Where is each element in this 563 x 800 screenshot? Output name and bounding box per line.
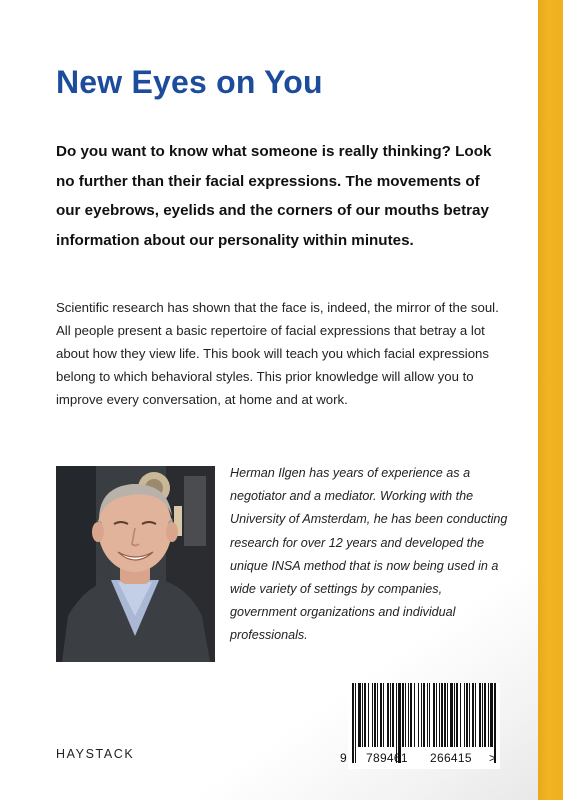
isbn-first-digit: 9	[340, 751, 347, 765]
author-bio: Herman Ilgen has years of experience as a negotiator and a mediator. Working with the University of Amsterdam, he has been conducting research for over 12 years and developed the unique INSA method that is now being used in a wide variety of settings by companies, government organizations and individual professionals.	[230, 466, 508, 643]
lead-paragraph: Do you want to know what someone is really thinking? Look no further than their facial expressions. The movements of our eyebrows, eyelids and the corners of our mouths betray information about our personality within minutes.	[56, 143, 492, 249]
spine-stripe	[538, 0, 563, 800]
isbn-marker: >	[489, 751, 497, 765]
isbn-left-group: 789461	[366, 751, 408, 765]
author-photo	[56, 466, 215, 662]
publisher-logo: HAYSTACK	[56, 747, 135, 761]
book-title: New Eyes on You	[56, 64, 323, 100]
isbn-right-group: 266415	[430, 751, 472, 765]
description-paragraph: Scientific research has shown that the face is, indeed, the mirror of the soul. All people present a basic repertoire of facial expressions that betray a lot about how they view life. This book will teach you which facial expressions belong to which behavioral styles. This prior knowledge will allow you to improve every conversation, at home and at work.	[56, 300, 499, 407]
